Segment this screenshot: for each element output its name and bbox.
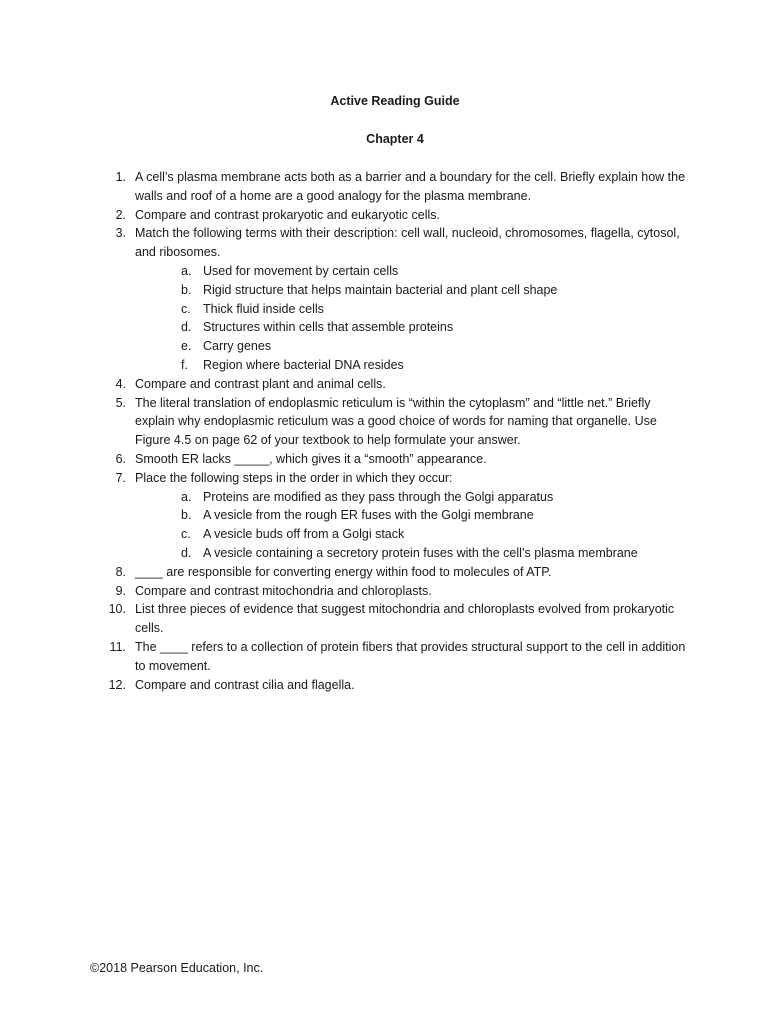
- sub-item: [0, 300, 768, 319]
- sub-item: [0, 281, 768, 300]
- question-item: [0, 224, 768, 262]
- sub-item-text: A vesicle containing a secretory protein fuses with the cell’s plasma membrane: [203, 545, 638, 560]
- question-item: [0, 600, 768, 638]
- copyright-footer: ©2018 Pearson Education, Inc.: [90, 961, 264, 975]
- question-number: 10.: [108, 602, 126, 617]
- sub-item-letter: d.: [181, 545, 192, 560]
- question-number: 1.: [115, 170, 126, 184]
- sub-item-text: Structures within cells that assemble proteins: [203, 320, 454, 335]
- question-text: A cell’s plasma membrane acts both as a barrier and a boundary for the cell. Briefly explain how the walls and roof of a home are a good analogy for the plasma membrane.: [135, 170, 686, 203]
- sub-item-letter: e.: [181, 339, 192, 354]
- question-item: [0, 676, 768, 695]
- sub-item: [0, 525, 768, 544]
- question-number: 3.: [115, 226, 126, 241]
- question-number: 9.: [115, 583, 126, 598]
- question-text: ____ are responsible for converting energy within food to molecules of ATP.: [135, 564, 552, 579]
- question-number: 12.: [108, 677, 126, 692]
- question-text: Compare and contrast plant and animal cells.: [135, 376, 386, 391]
- question-text: List three pieces of evidence that suggest mitochondria and chloroplasts evolved from prokaryotic cells.: [135, 602, 675, 636]
- sub-item-text: Region where bacterial DNA resides: [203, 357, 404, 372]
- sub-item-text: Used for movement by certain cells: [203, 263, 399, 278]
- question-list: [0, 168, 768, 694]
- question-item: [0, 582, 768, 601]
- question-text: Smooth ER lacks _____, which gives it a “smooth” appearance.: [135, 451, 487, 466]
- sub-item-letter: a.: [181, 489, 192, 504]
- question-item: [0, 206, 768, 225]
- question-number: 7.: [115, 470, 126, 485]
- chapter-heading: Chapter 4: [366, 132, 424, 146]
- question-item: [0, 563, 768, 582]
- question-text: Compare and contrast cilia and flagella.: [135, 677, 355, 692]
- sub-item-text: Rigid structure that helps maintain bacterial and plant cell shape: [203, 282, 558, 297]
- sub-item-text: Thick fluid inside cells: [203, 301, 324, 316]
- sub-item: [0, 488, 768, 507]
- question-item: [0, 375, 768, 394]
- sub-item: [0, 337, 768, 356]
- question-text: Match the following terms with their description: cell wall, nucleoid, chromosomes, flagella, cytosol, and ribosomes.: [135, 226, 680, 260]
- question-item: [0, 638, 768, 676]
- sub-item-letter: d.: [181, 320, 192, 335]
- question-item: [0, 469, 768, 488]
- sub-item: [0, 506, 768, 525]
- question-item: [0, 450, 768, 469]
- question-text: The literal translation of endoplasmic reticulum is “within the cytoplasm” and “little net.” Briefly explain why endoplasmic reticulum was a good choice of words for naming that organelle. Use Figure 4.5 on page 62 of your textbook to help formulate your answer.: [135, 395, 657, 448]
- sub-item-text: Carry genes: [203, 339, 272, 354]
- question-text: The ____ refers to a collection of protein fibers that provides structural support to the cell in addition to movement.: [135, 639, 686, 673]
- question-number: 5.: [115, 395, 126, 410]
- question-text: Place the following steps in the order in which they occur:: [135, 470, 453, 485]
- sub-item-text: A vesicle from the rough ER fuses with the Golgi membrane: [203, 508, 534, 523]
- sub-item-letter: c.: [181, 301, 191, 316]
- question-number: 8.: [115, 564, 126, 579]
- sub-item-letter: b.: [181, 508, 192, 523]
- sub-item-letter: f.: [181, 357, 188, 372]
- sub-item-letter: c.: [181, 527, 191, 542]
- sub-item-text: A vesicle buds off from a Golgi stack: [203, 527, 405, 542]
- question-number: 2.: [115, 207, 126, 222]
- question-item: [0, 168, 768, 206]
- question-number: 11.: [109, 639, 126, 654]
- question-number: 4.: [115, 376, 126, 391]
- sub-item: [0, 318, 768, 337]
- question-number: 6.: [115, 451, 126, 466]
- page-title: Active Reading Guide: [330, 94, 460, 108]
- sub-item-letter: b.: [181, 282, 192, 297]
- sub-item: [0, 356, 768, 375]
- question-text: Compare and contrast mitochondria and chloroplasts.: [135, 583, 432, 598]
- sub-item-letter: a.: [181, 263, 192, 278]
- sub-item: [0, 544, 768, 563]
- sub-item: [0, 262, 768, 281]
- question-item: [0, 394, 768, 450]
- sub-item-text: Proteins are modified as they pass through the Golgi apparatus: [203, 489, 554, 504]
- question-text: Compare and contrast prokaryotic and eukaryotic cells.: [135, 207, 441, 222]
